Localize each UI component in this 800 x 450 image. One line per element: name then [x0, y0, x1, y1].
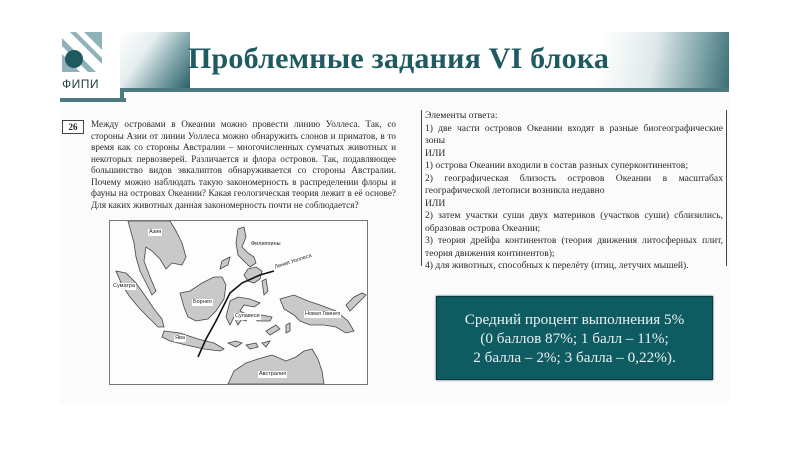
- map-label-philippines: Филиппины: [251, 241, 281, 247]
- map-label-java: Ява: [175, 335, 185, 341]
- map-label-borneo: Борнео: [193, 299, 212, 305]
- stats-line: Средний процент выполнения 5%: [464, 310, 685, 328]
- stats-line: 2 балла – 2%; 3 балла – 0,22%).: [473, 348, 676, 366]
- header-divider: [120, 88, 729, 92]
- map-label-australia: Австралия: [259, 371, 287, 377]
- question-text: Между островами в Океании можно провести линию Уоллеса. Так, со стороны Азии от линии Уоллеса можно обнаружить слонов и приматов, в то время как со стороны Австралии – многочисленных сумчатых животных и некоторых первозверей. Различается и флора островов. Так, подавляющее большинство видов эвкалиптов обнаруживается со стороны Австралии. Почему можно наблюдать такую закономерность в распределении флоры и фауны на островах Океании? Какая геологическая теория лежит в её основе? Для каких животных данная закономерность почти не соблюдается?: [91, 119, 396, 210]
- answer-line: 3) теория дрейфа континентов (теория движения литосферных плит, теория движения континентов);: [425, 235, 723, 259]
- logo-text: ФИПИ: [62, 77, 99, 91]
- logo-sidebar: [120, 88, 124, 102]
- map-label-wallace-line: Линия Уоллеса: [273, 252, 313, 271]
- logo-underbar: [60, 98, 126, 102]
- answer-line: Элементы ответа:: [425, 110, 498, 121]
- answer-line: 1) две части островов Океании входят в разные биогеографические зоны: [425, 122, 723, 146]
- map-illustration: [110, 221, 367, 384]
- answer-line: 2) затем участки суши двух материков (участков суши) сблизились, образовав острова Океании;: [425, 210, 723, 234]
- header-gradient-decoration: [120, 32, 190, 88]
- page-title: Проблемные задания VI блока: [188, 42, 610, 75]
- fipi-logo: [60, 32, 120, 98]
- wallace-line-map: [109, 220, 368, 385]
- answer-elements: [421, 110, 727, 271]
- completion-stats-box: [436, 296, 713, 380]
- map-label-new-guinea: Новая Гвинея: [305, 311, 341, 317]
- map-label-sumatra: Суматра: [113, 283, 136, 289]
- answer-line: ИЛИ: [425, 147, 446, 159]
- question-number: 26: [62, 120, 84, 134]
- map-label-asia: Азия: [149, 229, 162, 235]
- map-label-sulawesi: Сулавеси: [235, 313, 260, 319]
- answer-line: 2) географическая близость островов Океании в масштабах географической летописи возникла недавно: [425, 172, 723, 196]
- answer-line: 1) острова Океании входили в состав разных суперконтинентов;: [425, 160, 688, 171]
- slide: [60, 32, 729, 403]
- fipi-logo-icon: [62, 32, 102, 72]
- stats-line: (0 баллов 87%; 1 балл – 11%;: [480, 329, 669, 347]
- answer-line: ИЛИ: [425, 197, 446, 209]
- answer-line: 4) для животных, способных к перелёту (птиц, летучих мышей).: [425, 260, 689, 271]
